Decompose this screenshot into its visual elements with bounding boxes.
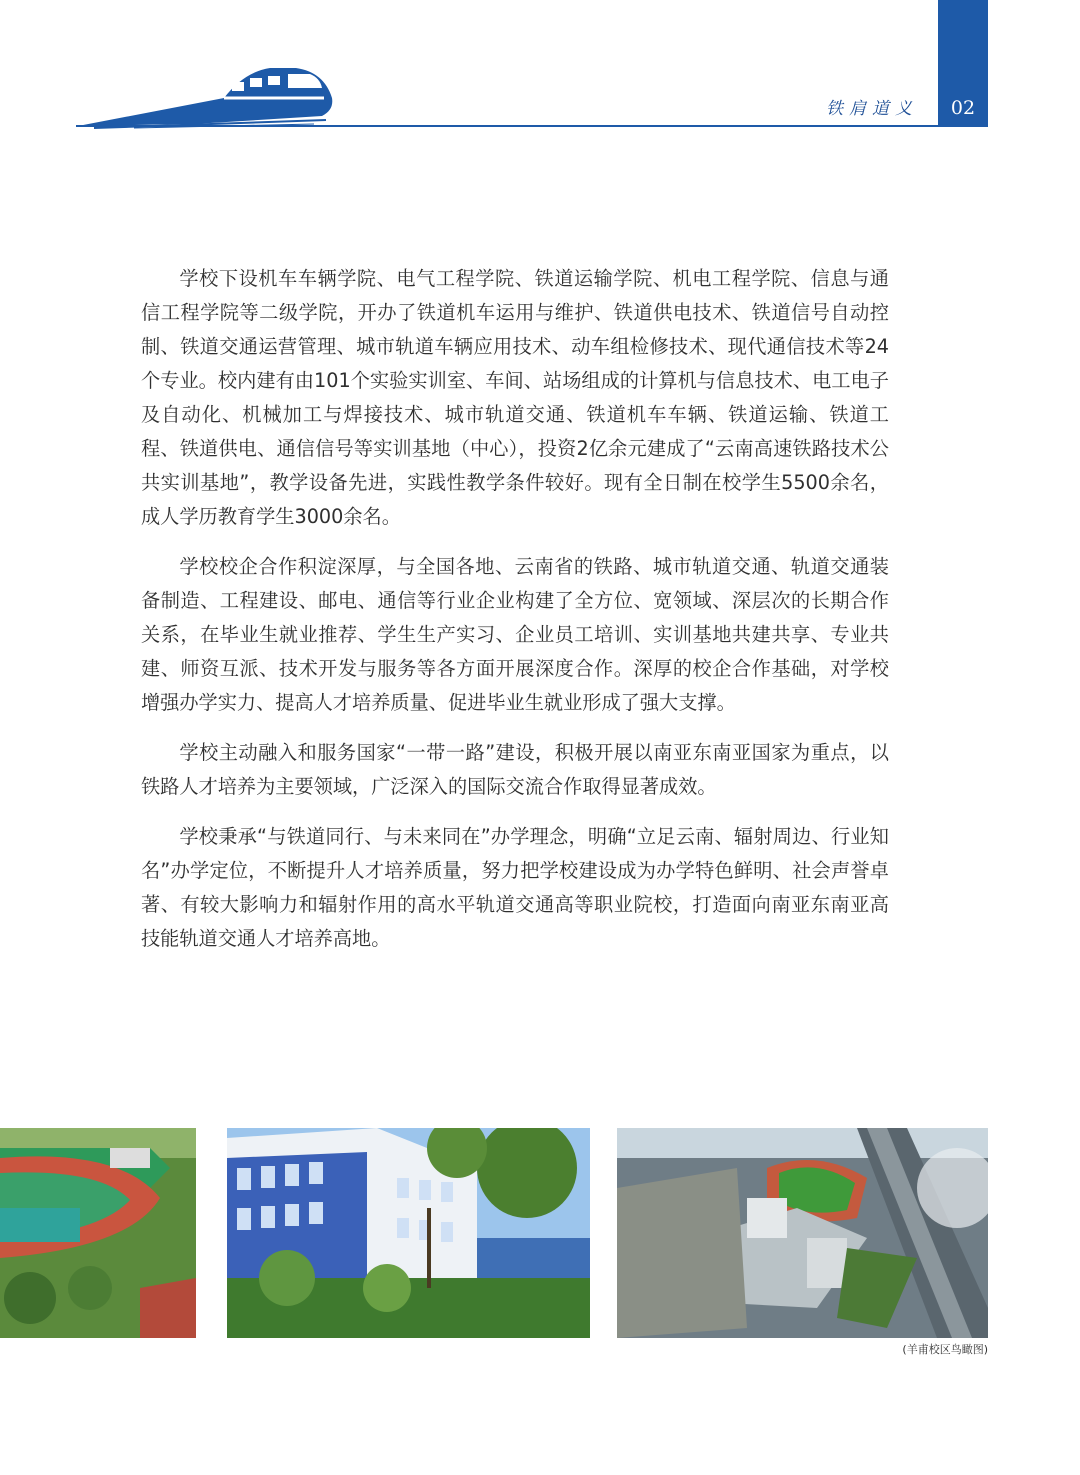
paragraph: 学校秉承“与铁道同行、与未来同在”办学理念，明确“立足云南、辐射周边、行业知名”办学定位，不断提升人才培养质量，努力把学校建设成为办学特色鲜明、社会声誉卓著、有较大影响力和辐射作用的高水平轨道交通高等职业院校，打造面向南亚东南亚高技能轨道交通人才培养高地。 <box>141 825 889 950</box>
paragraph: 学校主动融入和服务国家“一带一路”建设，积极开展以南亚东南亚国家为重点，以铁路人才培养为主要领域，广泛深入的国际交流合作取得显著成效。 <box>141 741 889 798</box>
photo-caption: (羊甫校区鸟瞰图) <box>902 1343 988 1356</box>
campus-aerial-photo <box>617 1128 988 1338</box>
paragraph: 学校校企合作积淀深厚，与全国各地、云南省的铁路、城市轨道交通、轨道交通装备制造、工程建设、邮电、通信等行业企业构建了全方位、宽领域、深层次的长期合作关系，在毕业生就业推荐、学生生产实习、企业员工培训、实训基地共建共享、专业共建、师资互派、技术开发与服务等各方面开展深度合作。深厚的校企合作基础，对学校增强办学实力、提高人才培养质量、促进毕业生就业形成了强大支撑。 <box>141 555 889 714</box>
page-number: 02 <box>950 97 976 119</box>
sports-field-photo <box>0 1128 196 1338</box>
paragraph: 学校下设机车车辆学院、电气工程学院、铁道运输学院、机电工程学院、信息与通信工程学院等二级学院，开办了铁道机车运用与维护、铁道供电技术、铁道信号自动控制、铁道交通运营管理、城市轨道车辆应用技术、动车组检修技术、现代通信技术等24个专业。校内建有由101个实验实训室、车间、站场组成的计算机与信息技术、电工电子及自动化、机械加工与焊接技术、城市轨道交通、铁道机车车辆、铁道运输、铁道工程、铁道供电、通信信号等实训基地（中心），投资2亿余元建成了“云南高速铁路技术公共实训基地”，教学设备先进，实践性教学条件较好。现有全日制在校学生5500余名，成人学历教育学生3000余名。 <box>141 267 889 528</box>
article-body <box>141 262 889 972</box>
high-speed-train-icon <box>74 58 336 130</box>
header-rule <box>76 125 988 127</box>
page-number-tab <box>938 0 988 126</box>
header-title: 铁肩道义 <box>826 99 918 119</box>
campus-building-photo <box>227 1128 590 1338</box>
